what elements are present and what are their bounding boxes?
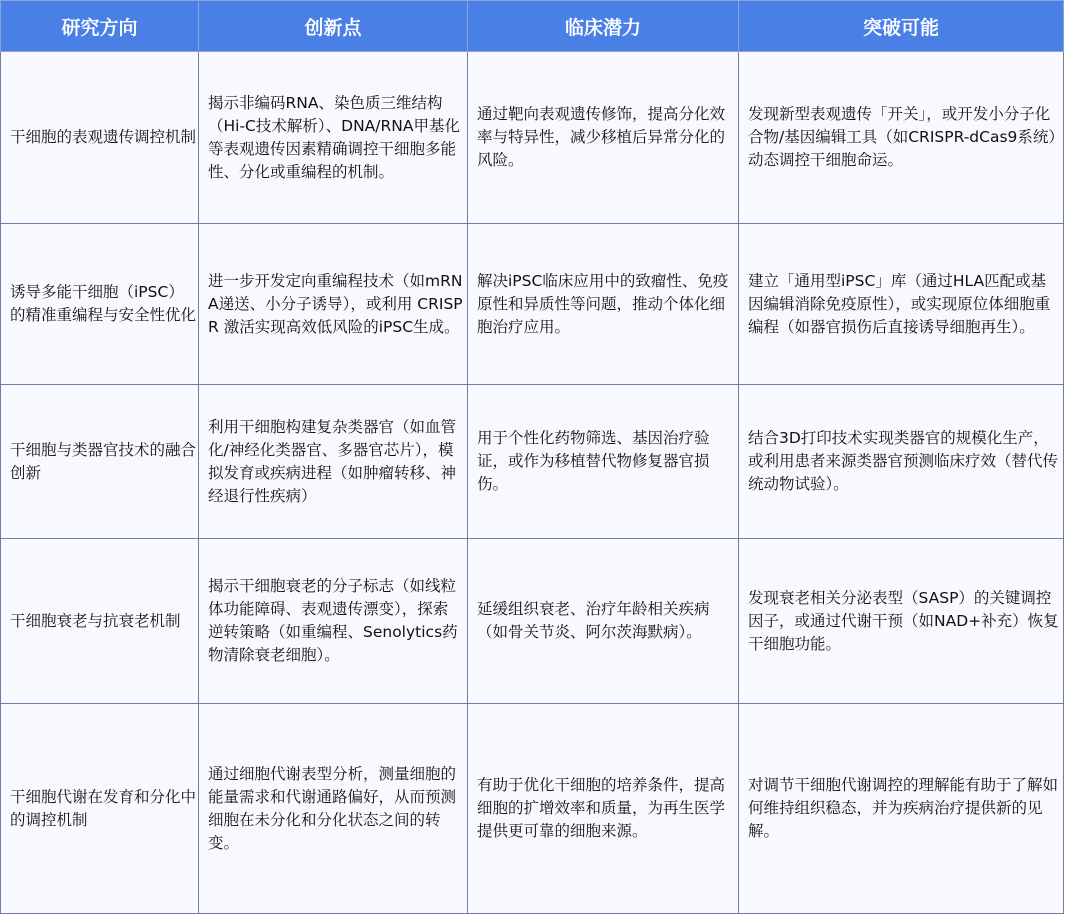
- cell-direction: 干细胞的表观遗传调控机制: [1, 52, 199, 224]
- table-row: [1, 385, 1064, 539]
- cell-breakthrough: 发现新型表观遗传「开关」，或开发小分子化合物/基因编辑工具（如CRISPR-dCas9系统）动态调控干细胞命运。: [739, 52, 1064, 224]
- cell-direction: 干细胞衰老与抗衰老机制: [1, 539, 199, 704]
- cell-direction: 诱导多能干细胞（iPSC）的精准重编程与安全性优化: [1, 224, 199, 385]
- cell-clinical: 有助于优化干细胞的培养条件，提高细胞的扩增效率和质量，为再生医学提供更可靠的细胞来源。: [468, 704, 739, 914]
- table-row: [1, 539, 1064, 704]
- header-breakthrough: 突破可能: [739, 1, 1064, 52]
- cell-breakthrough: 结合3D打印技术实现类器官的规模化生产，或利用患者来源类器官预测临床疗效（替代传统动物试验）。: [739, 385, 1064, 539]
- cell-clinical: 解决iPSC临床应用中的致瘤性、免疫原性和异质性等问题，推动个体化细胞治疗应用。: [468, 224, 739, 385]
- cell-breakthrough: 建立「通用型iPSC」库（通过HLA匹配或基因编辑消除免疫原性），或实现原位体细胞重编程（如器官损伤后直接诱导细胞再生）。: [739, 224, 1064, 385]
- header-direction: 研究方向: [1, 1, 199, 52]
- header-clinical: 临床潜力: [468, 1, 739, 52]
- cell-clinical: 通过靶向表观遗传修饰，提高分化效率与特异性，减少移植后异常分化的风险。: [468, 52, 739, 224]
- cell-breakthrough: 对调节干细胞代谢调控的理解能有助于了解如何维持组织稳态，并为疾病治疗提供新的见解。: [739, 704, 1064, 914]
- cell-innovation: 揭示非编码RNA、染色质三维结构（Hi-C技术解析）、DNA/RNA甲基化等表观遗传因素精确调控干细胞多能性、分化或重编程的机制。: [199, 52, 468, 224]
- cell-direction: 干细胞与类器官技术的融合创新: [1, 385, 199, 539]
- cell-clinical: 用于个性化药物筛选、基因治疗验证，或作为移植替代物修复器官损伤。: [468, 385, 739, 539]
- cell-innovation: 通过细胞代谢表型分析，测量细胞的能量需求和代谢通路偏好，从而预测细胞在未分化和分化状态之间的转变。: [199, 704, 468, 914]
- cell-innovation: 利用干细胞构建复杂类器官（如血管化/神经化类器官、多器官芯片），模拟发育或疾病进程（如肿瘤转移、神经退行性疾病）: [199, 385, 468, 539]
- table-header-row: [1, 1, 1064, 52]
- cell-direction: 干细胞代谢在发育和分化中的调控机制: [1, 704, 199, 914]
- cell-innovation: 揭示干细胞衰老的分子标志（如线粒体功能障碍、表观遗传漂变），探索逆转策略（如重编程、Senolytics药物清除衰老细胞）。: [199, 539, 468, 704]
- cell-clinical: 延缓组织衰老、治疗年龄相关疾病（如骨关节炎、阿尔茨海默病）。: [468, 539, 739, 704]
- header-innovation: 创新点: [199, 1, 468, 52]
- table-row: [1, 52, 1064, 224]
- table-row: [1, 704, 1064, 914]
- cell-breakthrough: 发现衰老相关分泌表型（SASP）的关键调控因子，或通过代谢干预（如NAD+补充）恢复干细胞功能。: [739, 539, 1064, 704]
- cell-innovation: 进一步开发定向重编程技术（如mRNA递送、小分子诱导），或利用 CRISPR 激活实现高效低风险的iPSC生成。: [199, 224, 468, 385]
- table-row: [1, 224, 1064, 385]
